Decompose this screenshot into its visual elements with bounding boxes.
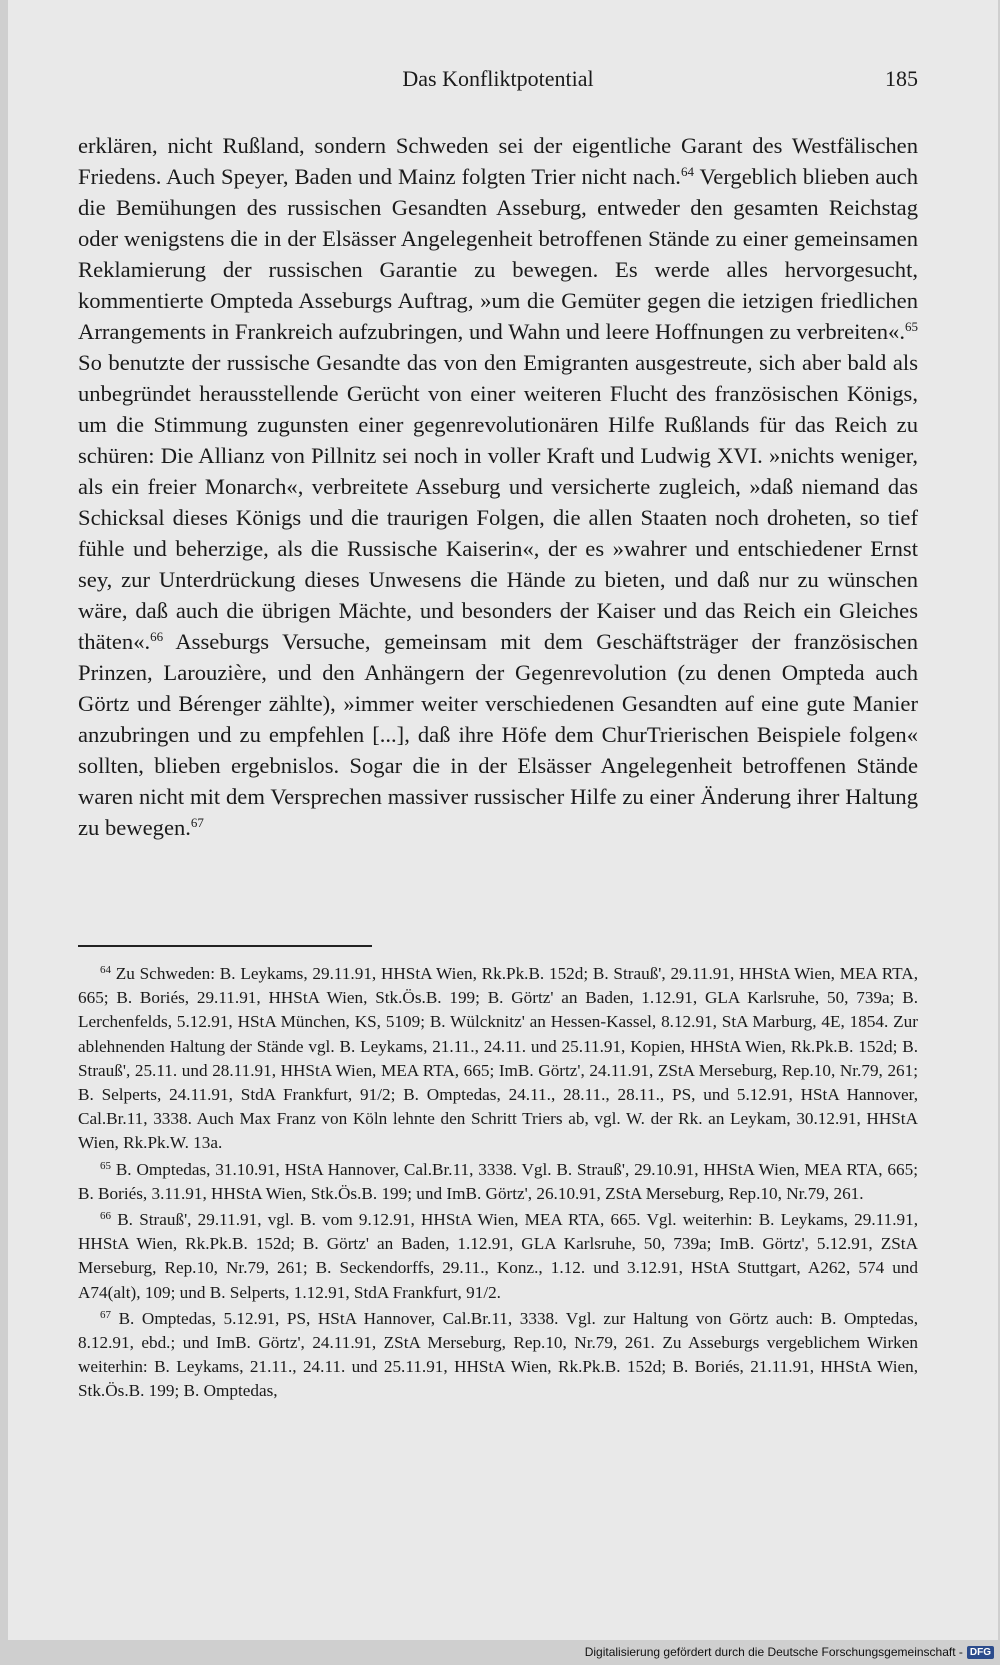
footnote-ref-67[interactable]: 67: [190, 815, 204, 830]
footnote-text: B. Omptedas, 31.10.91, HStA Hannover, Cal.Br.11, 3338. Vgl. B. Strauß', 29.10.91, HHStA Wien, MEA RTA, 665; B. Boriés, 3.11.91, HHStA Wien, Stk.Ös.B. 199; und ImB. Görtz', 26.10.91, ZStA Merseburg, Rep.10, Nr.79, 261.: [78, 1159, 918, 1203]
digitization-credit: [585, 1645, 994, 1659]
dfg-logo-icon: DFG: [967, 1646, 994, 1659]
body-paragraph-part: Asseburgs Versuche, gemeinsam mit dem Geschäftsträger der französischen Prinzen, Larouzière, und den Anhängern der Gegenrevolution (zu denen Ompteda auch Görtz und Bérenger zählte), »immer weiter verschiedenen Gesandten auf eine gute Manier anzubringen und zu empfehlen [...], daß ihre Höfe dem ChurTrierischen Beispiele folgen« sollten, blieben ergebnislos. Sogar die in der Elsässer Angelegenheit betroffenen Stände waren nicht mit dem Versprechen massiver russischer Hilfe zu einer Änderung ihrer Haltung zu bewegen.: [78, 629, 918, 840]
footnote-number: 67: [100, 1308, 111, 1321]
page-number: 185: [885, 66, 918, 91]
footnote-number: 64: [100, 964, 111, 976]
footnote-64: [78, 962, 918, 1156]
footnote-text: Zu Schweden: B. Leykams, 29.11.91, HHStA Wien, Rk.Pk.B. 152d; B. Strauß', 29.11.91, HHStA Wien, MEA RTA, 665; B. Boriés, 29.11.91, HHStA Wien, Stk.Ös.B. 199; B. Görtz' an Baden, 1.12.91, GLA Karlsruhe, 50, 739a; B. Lerchenfelds, 5.12.91, HStA München, KS, 5109; B. Wülcknitz' an Hessen-Kassel, 8.12.91, StA Marburg, 4E, 1854. Zur ablehnenden Haltung der Stände vgl. B. Leykams, 21.11., 24.11. und 25.11.91, Kopien, HHStA Wien, Rk.Pk.B. 152d; B. Strauß', 25.11. und 28.11.91, HHStA Wien, MEA RTA, 665; ImB. Görtz', 24.11.91, ZStA Merseburg, Rep.10, Nr.79, 261; B. Selperts, 24.11.91, StdA Frankfurt, 91/2; B. Omptedas, 24.11., 28.11., 28.11., PS, und 5.12.91, HStA Hannover, Cal.Br.11, 3338. Auch Max Franz von Köln lehnte den Schritt Triers ab, vgl. W. der Rk. an Leykam, 30.12.91, HHStA Wien, Rk.Pk.W. 13a.: [78, 964, 918, 1153]
body-text: [78, 130, 918, 843]
footnote-67: [78, 1307, 918, 1404]
scanned-page: [8, 0, 998, 1640]
footnote-text: B. Strauß', 29.11.91, vgl. B. vom 9.12.91, HHStA Wien, MEA RTA, 665. Vgl. weiterhin: B. Leykams, 29.11.91, HHStA Wien, Rk.Pk.B. 152d; B. Görtz' an Baden, 1.12.91, GLA Karlsruhe, 50, 739a; ImB. Görtz', 5.12.91, ZStA Merseburg, Rep.10, Nr.79, 261; B. Seckendorffs, 29.11., Konz., 1.12. und 3.12.91, HStA Stuttgart, A262, 574 und A74(alt), 109; und B. Selperts, 1.12.91, StdA Frankfurt, 91/2.: [78, 1210, 918, 1302]
page-header: [78, 66, 918, 98]
body-paragraph-part: So benutzte der russische Gesandte das von den Emigranten ausgestreute, sich aber bald als unbegründet herausstellende Gerücht von einer weiteren Flucht des französischen Königs, um die Stimmung zugunsten einer gegenrevolutionären Hilfe Rußlands für das Reich zu schüren: Die Allianz von Pillnitz sei noch in voller Kraft und Ludwig XVI. »nichts weniger, als ein freier Monarch«, verbreitete Asseburg und versicherte zugleich, »daß niemand das Schicksal dieses Königs und die traurigen Folgen, die allen Staaten noch droheten, so tief fühle und beherzige, als die Russische Kaiserin«, der es »wahrer und entschiedener Ernst sey, zur Unterdrückung dieses Unwesens die Hände zu bieten, und daß nur zu wünschen wäre, daß auch die übrigen Mächte, und besonders der Kaiser und das Reich ein Gleiches thäten«.: [78, 350, 918, 654]
credit-text: Digitalisierung gefördert durch die Deutsche Forschungsgemeinschaft -: [584, 1645, 963, 1659]
footnote-text: B. Omptedas, 5.12.91, PS, HStA Hannover, Cal.Br.11, 3338. Vgl. zur Haltung von Görtz auch: B. Omptedas, 8.12.91, ebd.; und ImB. Görtz', 24.11.91, ZStA Merseburg, Rep.10, Nr.79, 261. Zu Asseburgs vergeblichem Wirken weiterhin: B. Leykams, 21.11., 24.11. und 25.11.91, HHStA Wien, Rk.Pk.B. 152d; B. Boriés, 21.11.91, HHStA Wien, Stk.Ös.B. 199; B. Omptedas,: [78, 1308, 918, 1401]
footnote-66: [78, 1208, 918, 1305]
running-head: Das Konfliktpotential: [402, 66, 594, 91]
footnote-ref-64[interactable]: 64: [680, 164, 694, 179]
footnote-ref-65[interactable]: 65: [905, 319, 918, 334]
footnotes: [78, 962, 918, 1406]
footnote-divider: [78, 945, 372, 947]
footnote-number: 66: [100, 1210, 111, 1223]
footnote-65: [78, 1158, 918, 1206]
body-paragraph-part: Vergeblich blieben auch die Bemühungen des russischen Gesandten Asseburg, entweder den gesamten Reichstag oder wenigstens die in der Elsässer Angelegenheit betroffenen Stände zu einer gemeinsamen Reklamierung der russischen Garantie zu bewegen. Es werde alles hervorgesucht, kommentierte Ompteda Asseburgs Auftrag, »um die Gemüter gegen die ietzigen friedlichen Arrangements in Frankreich aufzubringen, und Wahn und leere Hoffnungen zu verbreiten«.: [78, 164, 918, 344]
footnote-ref-66[interactable]: 66: [150, 629, 164, 644]
body-paragraph-part: erklären, nicht Rußland, sondern Schweden sei der eigentliche Garant des Westfälischen Friedens. Auch Speyer, Baden und Mainz folgten Trier nicht nach.: [78, 133, 918, 189]
footnote-number: 65: [100, 1159, 111, 1172]
